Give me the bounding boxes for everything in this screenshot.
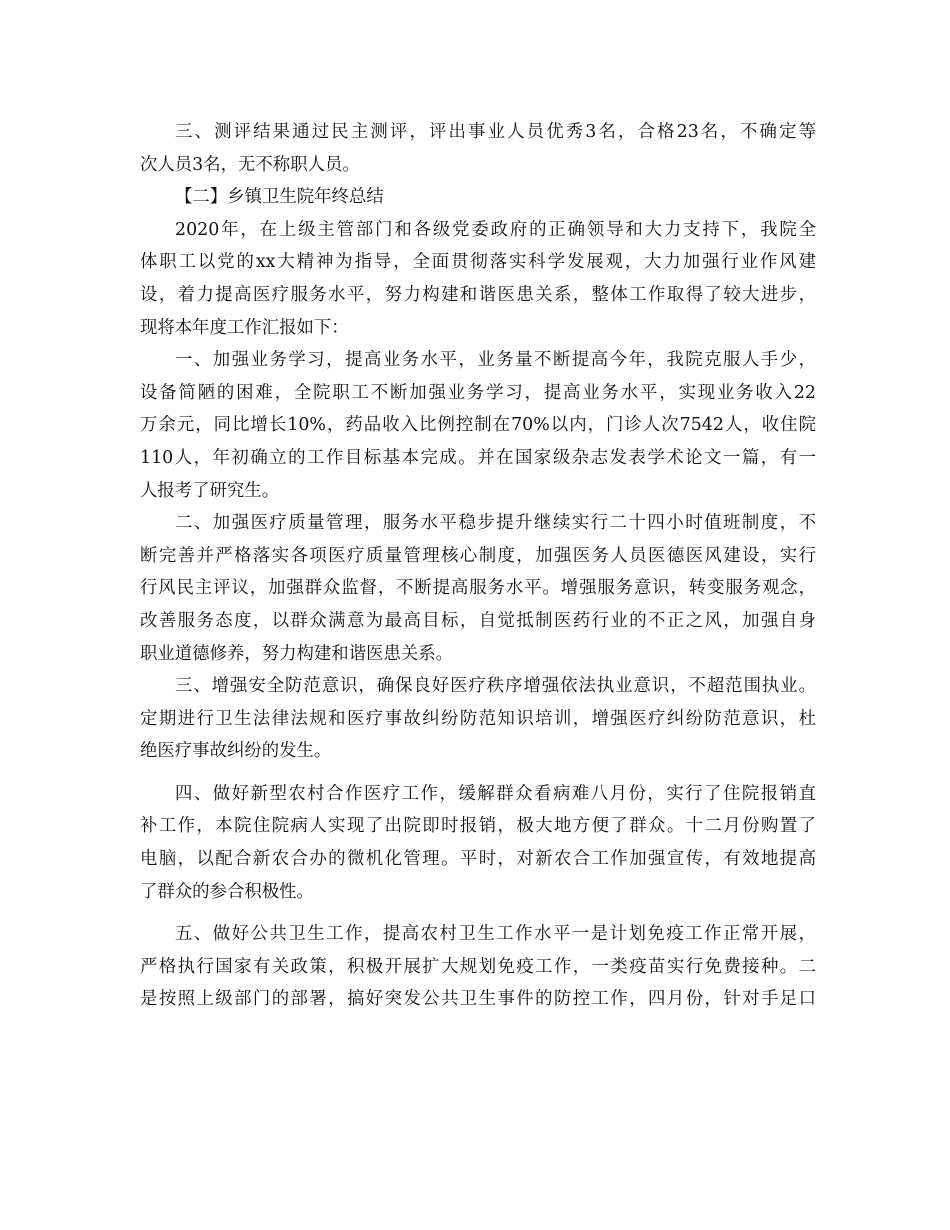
text-line: 万余元，同比增长10%，药品收入比例控制在70%以内，门诊人次7542人，收住院	[140, 415, 816, 436]
text-line: 三、增强安全防范意识，确保良好医疗秩序增强依法执业意识，不超范围执业。	[175, 676, 816, 697]
section-heading-paragraph	[140, 181, 816, 214]
text-line: 一、加强业务学习，提高业务水平，业务量不断提高今年，我院克服人手少，	[175, 350, 816, 371]
text-line: 行风民主评议，加强群众监督，不断提高服务水平。增强服务意识，转变服务观念，	[140, 578, 816, 599]
text-line: 五、做好公共卫生工作，提高农村卫生工作水平一是计划免疫工作正常开展，	[175, 924, 816, 945]
paragraph-safety-awareness	[140, 670, 816, 768]
text-line: 是按照上级部门的部署，搞好突发公共卫生事件的防控工作，四月份，针对手足口	[140, 989, 816, 1010]
text-line: 体职工以党的xx大精神为指导，全面贯彻落实科学发展观，大力加强行业作风建	[140, 252, 816, 273]
text-line: 110人，年初确立的工作目标基本完成。并在国家级杂志发表学术论文一篇，有一	[140, 447, 816, 468]
text-line: 了群众的参合积极性。	[140, 881, 314, 902]
text-line: 四、做好新型农村合作医疗工作，缓解群众看病难八月份，实行了住院报销直	[175, 783, 816, 804]
paragraph-public-health	[140, 918, 816, 1016]
text-line: 补工作，本院住院病人实现了出院即时报销，极大地方便了群众。十二月份购置了	[140, 816, 816, 837]
text-line: 绝医疗事故纠纷的发生。	[140, 741, 332, 762]
text-line: 二、加强医疗质量管理，服务水平稳步提升继续实行二十四小时值班制度，不	[175, 513, 816, 534]
paragraph-business-study	[140, 344, 816, 507]
paragraph-evaluation-result	[140, 116, 816, 181]
text-line: 电脑，以配合新农合办的微机化管理。平时，对新农合工作加强宣传，有效地提高	[140, 849, 816, 870]
section-heading: 【二】乡镇卫生院年终总结	[175, 187, 384, 208]
text-line: 设，着力提高医疗服务水平，努力构建和谐医患关系，整体工作取得了较大进步，	[140, 284, 816, 305]
text-line: 改善服务态度，以群众满意为最高目标，自觉抵制医药行业的不正之风，加强自身	[140, 610, 816, 631]
text-line: 定期进行卫生法律法规和医疗事故纠纷防范知识培训，增强医疗纠纷防范意识，杜	[140, 708, 816, 729]
text-line: 设备简陋的困难，全院职工不断加强业务学习，提高业务水平，实现业务收入22	[140, 382, 816, 403]
paragraph-quality-management	[140, 507, 816, 670]
document-page	[140, 116, 816, 1016]
text-line: 次人员3名，无不称职人员。	[140, 154, 360, 175]
text-line: 断完善并严格落实各项医疗质量管理核心制度，加强医务人员医德医风建设，实行	[140, 545, 816, 566]
text-line: 严格执行国家有关政策，积极开展扩大规划免疫工作，一类疫苗实行免费接种。二	[140, 956, 816, 977]
text-line: 2020年，在上级主管部门和各级党委政府的正确领导和大力支持下，我院全	[175, 219, 816, 240]
text-line: 三、测评结果通过民主测评，评出事业人员优秀3名，合格23名，不确定等	[175, 122, 816, 142]
text-line: 现将本年度工作汇报如下：	[140, 317, 349, 338]
text-line: 职业道德修养，努力构建和谐医患关系。	[140, 643, 454, 664]
paragraph-intro	[140, 214, 816, 344]
text-line: 人报考了研究生。	[140, 480, 280, 501]
paragraph-rural-cooperative	[140, 778, 816, 908]
